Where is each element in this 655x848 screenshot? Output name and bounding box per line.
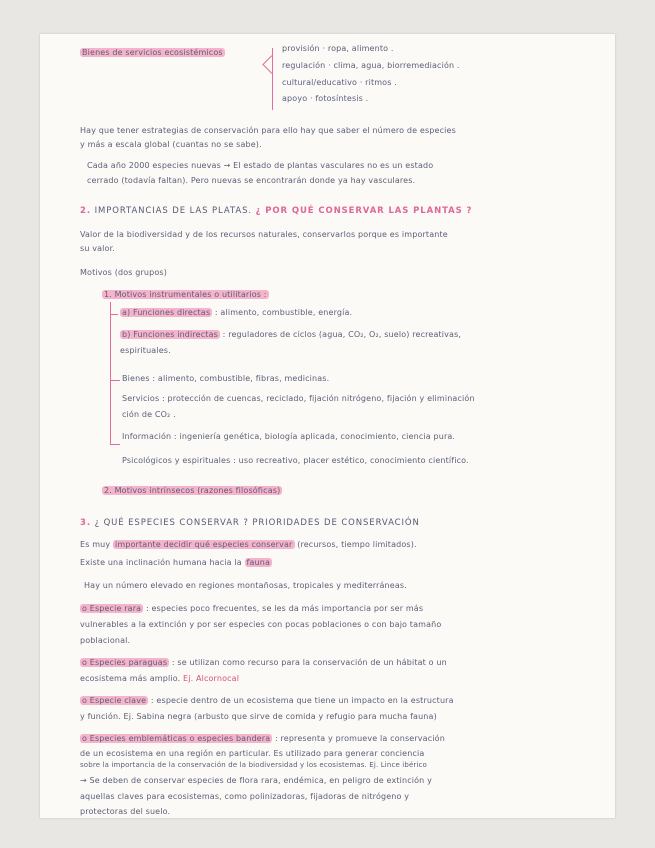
species-paraguas-text: : se utilizan como recurso para la conservación de un hábitat o un (171, 658, 447, 667)
services-title-line (80, 48, 225, 57)
text-line: Hay que tener estrategias de conservación para ello hay que saber el número de especies (80, 126, 456, 135)
function-direct-line (120, 308, 352, 317)
notebook-page (40, 34, 615, 818)
text-line: Cada año 2000 especies nuevas → El estado de plantas vasculares no es un estado (87, 161, 434, 170)
species-clave-label: o Especie clave (82, 696, 147, 705)
species-emblematic-text: : representa y promueve la conservación (274, 734, 445, 743)
servicios-line: Servicios : protección de cuencas, reciclado, fijación nitrógeno, fijación y eliminación (122, 394, 475, 403)
section3-p2-pre: Existe una inclinación humana hacia la (80, 558, 242, 567)
species-emblematic-line (80, 734, 445, 743)
services-item: regulación · clima, agua, biorremediación . (282, 61, 460, 70)
bienes-line: Bienes : alimento, combustible, fibras, medicinas. (122, 374, 330, 383)
tree-line (110, 444, 120, 445)
section3-p1-highlight: importante decidir qué especies conservar (114, 540, 293, 549)
text-line: Hay un número elevado en regiones montañosas, tropicales y mediterráneas. (84, 581, 407, 590)
species-paraguas-example: Ej. Alcornocal (183, 674, 240, 683)
function-indirect-label: b) Funciones indirectas (122, 330, 218, 339)
species-paraguas-text2: ecosistema más amplio. (80, 674, 181, 683)
text-line: de un ecosistema en una región en particular. Es utilizado para generar conciencia (80, 749, 425, 758)
text-line: espirituales. (120, 346, 171, 355)
text-line: y función. Ej. Sabina negra (arbusto que sirve de comida y refugio para mucha fauna) (80, 712, 437, 721)
text-line (80, 558, 272, 567)
section2-title: IMPORTANCIAS DE LAS PLATAS. (94, 206, 252, 216)
tree-line (110, 380, 120, 381)
function-direct-label: a) Funciones directas (122, 308, 211, 317)
services-item: cultural/educativo · ritmos . (282, 78, 397, 87)
text-line: su valor. (80, 244, 115, 253)
species-rara-line (80, 604, 423, 613)
text-line: sobre la importancia de la conservación de la biodiversidad y los ecosistemas. Ej. Lince ibérico (80, 761, 427, 769)
intrinsic-heading (102, 486, 282, 495)
instrumental-label: 1. Motivos instrumentales o utilitarios : (104, 290, 267, 299)
informacion-line: Información : ingeniería genética, biología aplicada, conocimiento, ciencia pura. (122, 432, 456, 441)
section2-question: ¿ POR QUÉ CONSERVAR LAS PLANTAS ? (255, 206, 473, 216)
species-rara-label: o Especie rara (82, 604, 142, 613)
text-line: Valor de la biodiversidad y de los recursos naturales, conservarlos porque es importante (80, 230, 448, 239)
function-indirect-line (120, 330, 461, 339)
services-title: Bienes de servicios ecosistémicos (82, 48, 223, 57)
services-item: apoyo · fotosíntesis . (282, 94, 369, 103)
species-clave-line (80, 696, 454, 705)
section3-p2-highlight: fauna (246, 558, 271, 567)
species-rara-text: : especies poco frecuentes, se les da más importancia por ser más (145, 604, 424, 613)
species-paraguas-label: o Especies paraguas (82, 658, 168, 667)
section2-number: 2. (80, 206, 91, 216)
species-paraguas-line (80, 658, 447, 667)
tree-line (110, 314, 118, 315)
function-indirect-text: : reguladores de ciclos (agua, CO₂, O₂, suelo) recreativas, (222, 330, 462, 339)
text-line (80, 540, 417, 549)
instrumental-heading (102, 290, 269, 299)
text-line: → Se deben de conservar especies de flora rara, endémica, en peligro de extinción y (80, 776, 432, 785)
section3-heading (80, 518, 420, 528)
section3-number: 3. (80, 518, 91, 528)
text-line: protectoras del suelo. (80, 807, 171, 816)
text-line: ción de CO₂ . (122, 410, 176, 419)
text-line: y más a escala global (cuantas no se sabe). (80, 140, 262, 149)
intrinsic-label: 2. Motivos intrínsecos (razones filosóficas) (104, 486, 281, 495)
text-line: vulnerables a la extinción y por ser especies con pocas poblaciones o con bajo tamaño (80, 620, 442, 629)
section3-title: ¿ QUÉ ESPECIES CONSERVAR ? PRIORIDADES DE CONSERVACIÓN (94, 518, 420, 528)
tree-line (110, 302, 111, 444)
section3-p1-post: (recursos, tiempo limitados). (297, 540, 417, 549)
species-clave-text: : especie dentro de un ecosistema que tiene un impacto en la estructura (150, 696, 454, 705)
function-direct-text: : alimento, combustible, energía. (214, 308, 353, 317)
motives-label: Motivos (dos grupos) (80, 268, 167, 277)
text-line: poblacional. (80, 636, 131, 645)
text-line (80, 674, 239, 683)
services-item: provisión · ropa, alimento . (282, 44, 394, 53)
services-brace (272, 48, 273, 110)
psicologicos-line: Psicológicos y espirituales : uso recreativo, placer estético, conocimiento científico. (122, 456, 469, 465)
section3-p1-pre: Es muy (80, 540, 111, 549)
section2-heading (80, 206, 472, 216)
text-line: aquellas claves para ecosistemas, como polinizadoras, fijadoras de nitrógeno y (80, 792, 410, 801)
text-line: cerrado (todavía faltan). Pero nuevas se encontrarán donde ya hay vasculares. (87, 176, 416, 185)
species-emblematic-label: o Especies emblemáticas o especies bandera (82, 734, 271, 743)
